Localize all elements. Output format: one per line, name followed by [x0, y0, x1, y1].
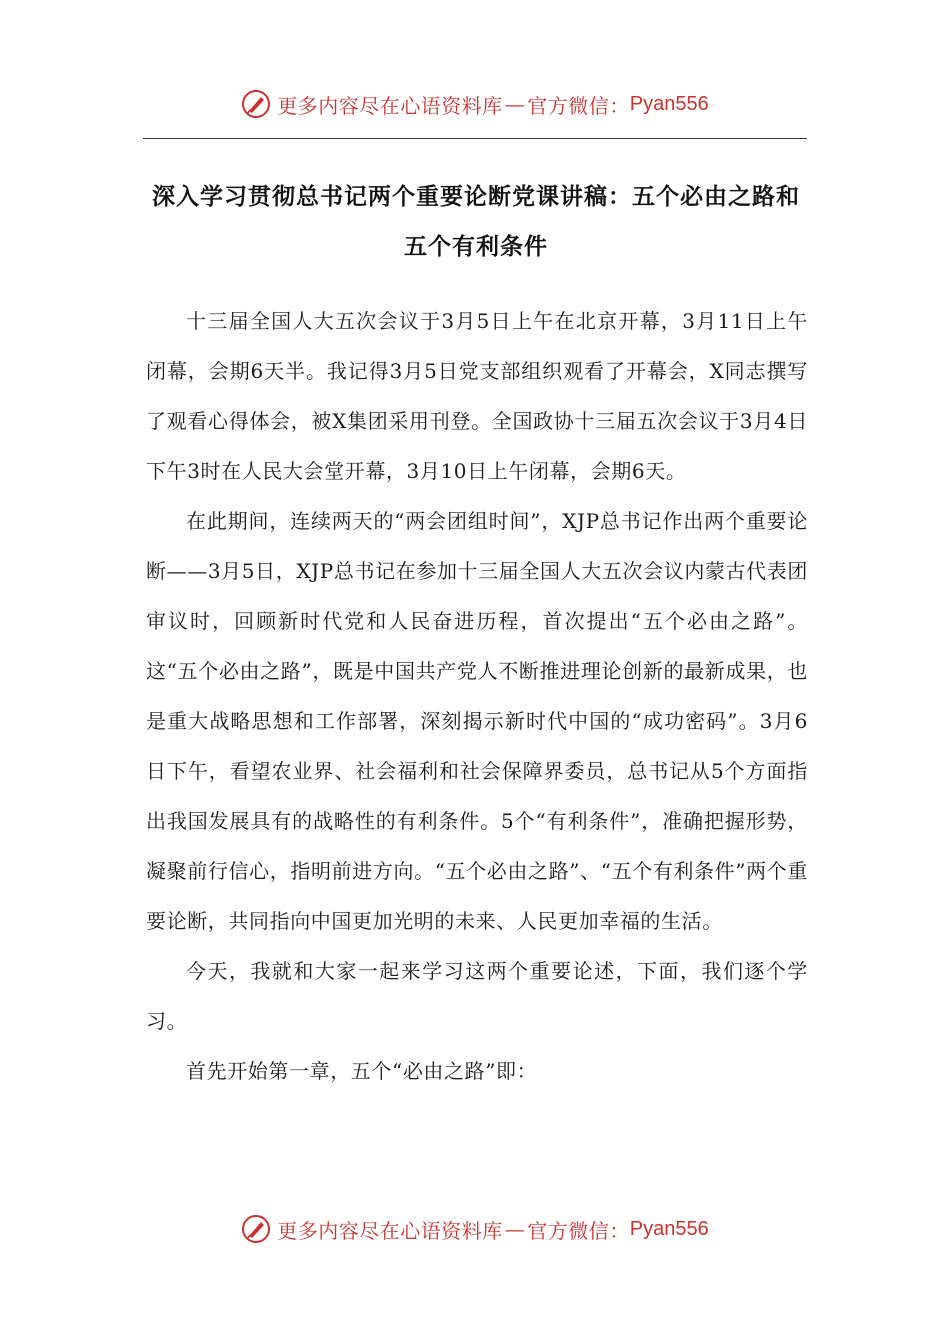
pen-logo-icon [241, 1214, 271, 1244]
document-title: 深入学习贯彻总书记两个重要论断党课讲稿：五个必由之路和五个有利条件 [152, 184, 800, 260]
paragraph: 首先开始第一章，五个“必由之路”即： [186, 1059, 538, 1083]
paragraph: 今天，我就和大家一起来学习这两个重要论述，下面，我们逐个学习。 [146, 959, 808, 1033]
footer-wechat-label: 官方微信： [527, 1218, 630, 1243]
document-body [146, 296, 808, 1096]
header-brand-text: 更多内容尽在心语资料库 [277, 93, 503, 118]
paragraph: 在此期间，连续两天的“两会团组时间”，XJP总书记作出两个重要论断——3月5日，XJP总书记在参加十三届全国人大五次会议内蒙古代表团审议时，回顾新时代党和人民奋进历程，首次提出“五个必由之路”。这“五个必由之路”，既是中国共产党人不断推进理论创新的最新成果，也是重大战略思想和工作部署，深刻揭示新时代中国的“成功密码”。3月6日下午，看望农业界、社会福利和社会保障界委员，总书记从5个方面指出我国发展具有的战略性的有利条件。5个“有利条件”，准确把握形势，凝聚前行信心，指明前进方向。“五个必由之路”、“五个有利条件”两个重要论断，共同指向中国更加光明的未来、人民更加幸福的生活。 [146, 509, 808, 933]
header-wechat-id: Pyan556 [629, 92, 709, 115]
header-separator: — [504, 92, 526, 116]
header-banner [0, 84, 950, 124]
header-divider [143, 138, 807, 139]
header-wechat-label: 官方微信： [527, 93, 630, 118]
footer-banner [0, 1209, 950, 1249]
paragraph: 十三届全国人大五次会议于3月5日上午在北京开幕，3月11日上午闭幕，会期6天半。我记得3月5日党支部组织观看了开幕会，X同志撰写了观看心得体会，被X集团采用刊登。全国政协十三届五次会议于3月4日下午3时在人民大会堂开幕，3月10日上午闭幕，会期6天。 [146, 309, 808, 483]
pen-logo-icon [241, 89, 271, 119]
footer-brand-text: 更多内容尽在心语资料库 [277, 1218, 503, 1243]
footer-separator: — [504, 1217, 526, 1241]
footer-wechat-id: Pyan556 [629, 1217, 709, 1240]
